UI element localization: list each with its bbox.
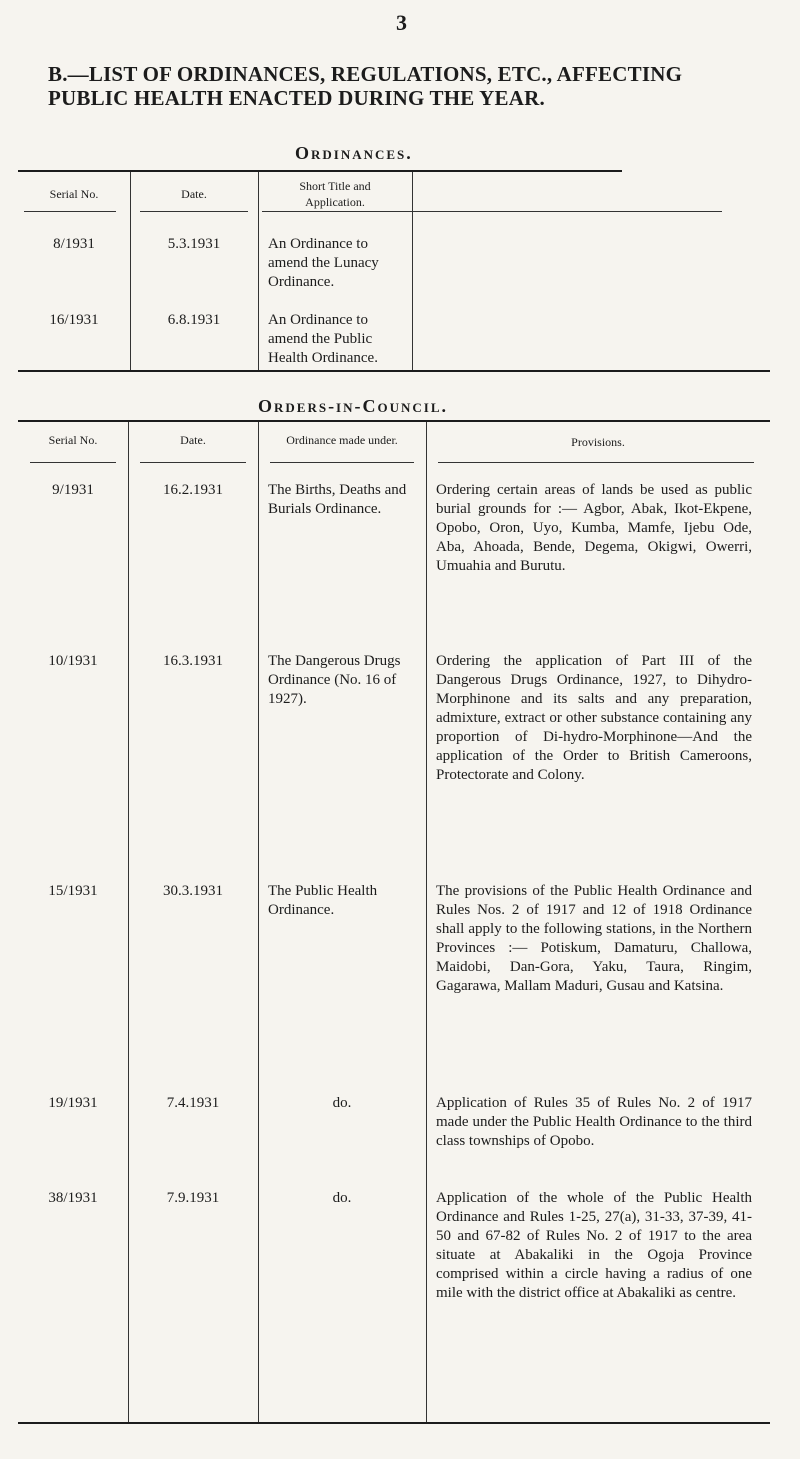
orders-header-date: Date. <box>180 433 206 447</box>
ordinance-title: An Ordinance to amend the Lunacy Ordinance. <box>268 236 379 290</box>
ordinances-col-divider <box>258 172 259 370</box>
orders-header-rule <box>270 462 414 463</box>
orders-col-divider <box>426 422 427 1422</box>
order-date: 7.9.1931 <box>166 1190 220 1206</box>
order-provisions: Application of Rules 35 of Rules No. 2 of 1917 made under the Public Health Ordinance to the third class townships of Opobo. <box>436 1095 752 1149</box>
ordinances-title: Ordinances. <box>295 143 413 163</box>
ordinances-header-serial: Serial No. <box>49 187 99 201</box>
ordinance-title: An Ordinance to amend the Public Health Ordinance. <box>268 312 378 366</box>
order-date: 16.3.1931 <box>163 653 223 669</box>
order-serial: 19/1931 <box>48 1095 98 1111</box>
ordinances-header-rule <box>24 211 116 212</box>
orders-top-rule <box>18 420 770 422</box>
order-date: 16.2.1931 <box>163 482 223 498</box>
order-ordinance: do. <box>332 1095 352 1111</box>
order-ordinance: The Births, Deaths and Burials Ordinance. <box>268 482 407 517</box>
page-number: 3 <box>396 10 407 35</box>
orders-header-rule <box>140 462 246 463</box>
order-date: 30.3.1931 <box>163 883 223 899</box>
order-serial: 10/1931 <box>48 653 98 669</box>
order-date: 7.4.1931 <box>166 1095 220 1111</box>
orders-col-divider <box>258 422 259 1422</box>
order-provisions: Ordering the application of Part III of the Dangerous Drugs Ordinance, 1927, to Dihydro-Morphinone and its salts and any preparation, admixture, extract or other substance containing any proportion of Di-hydro-Morphinone—And the application of the Order to British Cameroons, Protectorate and Colony. <box>436 653 752 783</box>
ordinance-date: 5.3.1931 <box>167 236 221 252</box>
orders-header-rule <box>30 462 116 463</box>
orders-header-provisions: Provisions. <box>571 435 625 449</box>
ordinances-bottom-rule <box>18 370 770 372</box>
page-heading: B.—LIST OF ORDINANCES, REGULATIONS, ETC., AFFECTING PUBLIC HEALTH ENACTED DURING THE YEAR. <box>48 62 683 110</box>
order-provisions: Application of the whole of the Public Health Ordinance and Rules 1-25, 27(a), 31-33, 37-39, 41-50 and 67-82 of Rules No. 2 of 1917 to the area situate at Abakaliki in the Ogoja Province comprised within a circle having a radius of one mile with the district office at Abakaliki as centre. <box>436 1190 752 1301</box>
ordinances-header-date: Date. <box>181 187 207 201</box>
order-serial: 9/1931 <box>52 482 94 498</box>
order-ordinance: The Public Health Ordinance. <box>268 883 378 918</box>
orders-title: Orders-in-Council. <box>258 396 449 416</box>
order-serial: 15/1931 <box>48 883 98 899</box>
ordinances-header-title: Short Title and Application. <box>299 179 371 209</box>
ordinance-serial: 16/1931 <box>49 312 99 328</box>
ordinances-header-rule <box>140 211 248 212</box>
ordinance-serial: 8/1931 <box>53 236 95 252</box>
order-provisions: Ordering certain areas of lands be used as public burial grounds for :— Agbor, Abak, Ikot-Ekpene, Opobo, Oron, Uyo, Kumba, Mamfe, Ijebu Ode, Aba, Ahoada, Bende, Degema, Okigwi, Owerri, Umuahia and Burutu. <box>436 482 752 574</box>
order-provisions: The provisions of the Public Health Ordinance and Rules Nos. 2 of 1917 and 12 of 1918 Ordinance shall apply to the following stations, in the Northern Provinces :— Potiskum, Damaturu, Challowa, Maidobi, Dan-Gora, Yaku, Taura, Ringim, Gagarawa, Mallam Maduri, Gusau and Katsina. <box>436 883 752 994</box>
orders-col-divider <box>128 422 129 1422</box>
ordinance-date: 6.8.1931 <box>167 312 221 328</box>
order-serial: 38/1931 <box>48 1190 98 1206</box>
order-ordinance: The Dangerous Drugs Ordinance (No. 16 of 1927). <box>268 653 401 707</box>
orders-bottom-rule <box>18 1422 770 1424</box>
orders-header-serial: Serial No. <box>48 433 98 447</box>
orders-header-ordinance: Ordinance made under. <box>286 433 398 447</box>
orders-header-rule <box>438 462 754 463</box>
order-ordinance: do. <box>332 1190 352 1206</box>
ordinances-top-rule <box>18 170 622 172</box>
ordinances-header-rule <box>262 211 722 212</box>
ordinances-col-divider <box>412 172 413 370</box>
